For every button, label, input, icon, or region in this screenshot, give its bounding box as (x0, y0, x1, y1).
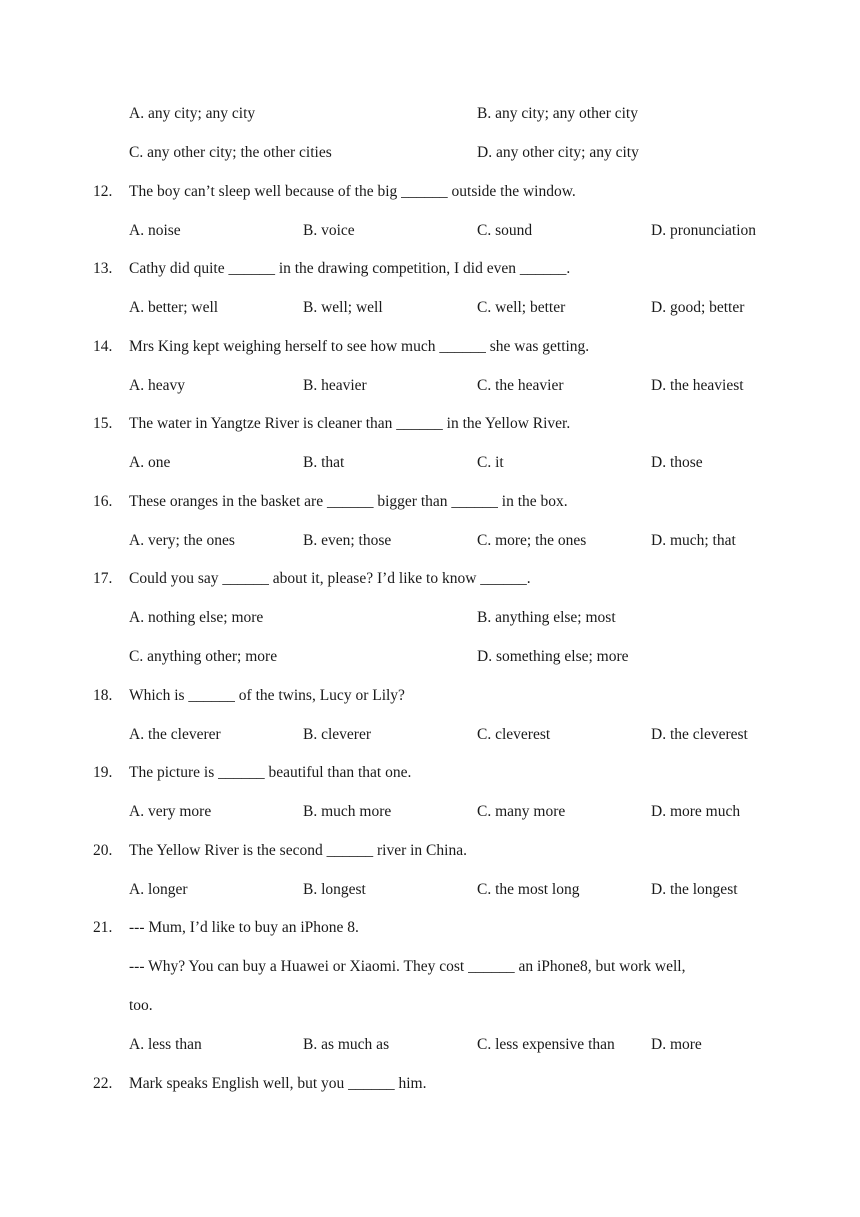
option-c: C. the heavier (477, 377, 564, 394)
option-c: C. the most long (477, 881, 580, 898)
option-d: D. pronunciation (651, 222, 757, 239)
option-b: B. longest (303, 881, 366, 898)
option-d: D. something else; more (477, 648, 629, 665)
option-d: D. the longest (651, 881, 738, 898)
question-stem: The Yellow River is the second ______ river in China. (129, 842, 467, 859)
option-b: B. well; well (303, 299, 383, 316)
option-b: B. voice (303, 222, 355, 239)
question-number: 21. (93, 919, 113, 936)
question-number: 17. (93, 570, 113, 587)
question-number: 15. (93, 415, 113, 432)
option-a: A. nothing else; more (129, 609, 264, 626)
option-d: D. much; that (651, 532, 736, 549)
option-b: B. even; those (303, 532, 392, 549)
question-stem-line-3: too. (129, 997, 153, 1014)
option-c: C. cleverest (477, 726, 551, 743)
question-number: 22. (93, 1075, 113, 1092)
option-a: A. very; the ones (129, 532, 235, 549)
option-a: A. the cleverer (129, 726, 221, 743)
question-number: 14. (93, 338, 113, 355)
option-c: C. anything other; more (129, 648, 278, 665)
option-d: D. more much (651, 803, 741, 820)
option-b: B. heavier (303, 377, 367, 394)
option-c: C. it (477, 454, 504, 471)
option-a: A. very more (129, 803, 212, 820)
question-number: 12. (93, 183, 113, 200)
question-stem: The water in Yangtze River is cleaner than ______ in the Yellow River. (129, 415, 571, 432)
option-d: D. the heaviest (651, 377, 744, 394)
question-number: 20. (93, 842, 113, 859)
option-a: A. noise (129, 222, 181, 239)
option-b: B. much more (303, 803, 392, 820)
option-d: D. those (651, 454, 703, 471)
option-c: C. sound (477, 222, 533, 239)
option-a: A. less than (129, 1036, 202, 1053)
option-b: B. as much as (303, 1036, 390, 1053)
option-d: D. good; better (651, 299, 745, 316)
option-d: D. any other city; any city (477, 144, 639, 161)
question-stem: The picture is ______ beautiful than that one. (129, 764, 412, 781)
option-d: D. more (651, 1036, 702, 1053)
option-c: C. many more (477, 803, 566, 820)
question-stem: The boy can’t sleep well because of the big ______ outside the window. (129, 183, 576, 200)
option-c: C. any other city; the other cities (129, 144, 332, 161)
option-c: C. less expensive than (477, 1036, 615, 1053)
question-stem: Mark speaks English well, but you ______ him. (129, 1075, 427, 1092)
question-stem: Cathy did quite ______ in the drawing competition, I did even ______. (129, 260, 571, 277)
option-a: A. better; well (129, 299, 219, 316)
option-a: A. heavy (129, 377, 185, 394)
option-a: A. longer (129, 881, 188, 898)
question-stem: Could you say ______ about it, please? I’d like to know ______. (129, 570, 531, 587)
question-stem: Mrs King kept weighing herself to see how much ______ she was getting. (129, 338, 590, 355)
option-b: B. cleverer (303, 726, 371, 743)
question-number: 18. (93, 687, 113, 704)
option-a: A. one (129, 454, 171, 471)
option-b: B. that (303, 454, 345, 471)
option-b: B. anything else; most (477, 609, 616, 626)
option-c: C. more; the ones (477, 532, 587, 549)
option-a: A. any city; any city (129, 105, 256, 122)
question-stem: These oranges in the basket are ______ bigger than ______ in the box. (129, 493, 568, 510)
option-d: D. the cleverest (651, 726, 748, 743)
question-number: 13. (93, 260, 113, 277)
question-number: 16. (93, 493, 113, 510)
question-stem-line-2: --- Why? You can buy a Huawei or Xiaomi. They cost ______ an iPhone8, but work well, (129, 958, 686, 975)
option-c: C. well; better (477, 299, 566, 316)
option-b: B. any city; any other city (477, 105, 638, 122)
question-stem: Which is ______ of the twins, Lucy or Lily? (129, 687, 405, 704)
question-stem: --- Mum, I’d like to buy an iPhone 8. (129, 919, 359, 936)
question-number: 19. (93, 764, 113, 781)
